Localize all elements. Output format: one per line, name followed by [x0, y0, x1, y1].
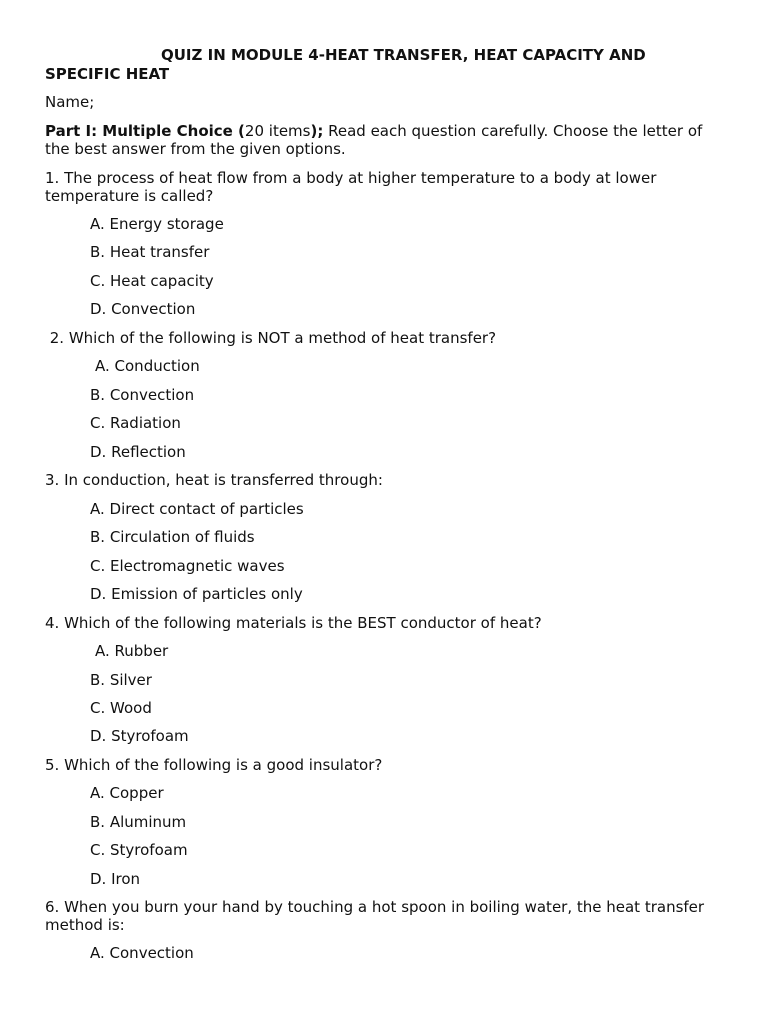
question-4-option-c: C. Wood: [90, 699, 152, 717]
question-5-option-a: A. Copper: [90, 784, 164, 802]
instructions-text: Read each question carefully. Choose the letter of: [323, 122, 703, 140]
question-3-option-b: B. Circulation of fluids: [90, 528, 255, 546]
quiz-title-line-2: SPECIFIC HEAT: [45, 65, 170, 83]
question-6-text-continued: method is:: [45, 916, 125, 934]
part-one-heading: Part I: Multiple Choice (: [45, 122, 245, 140]
question-1-text: 1. The process of heat flow from a body at higher temperature to a body at lower: [45, 169, 657, 187]
question-5-option-b: B. Aluminum: [90, 813, 187, 831]
question-6-text: 6. When you burn your hand by touching a hot spoon in boiling water, the heat transfer: [45, 898, 705, 916]
question-5-option-c: C. Styrofoam: [90, 841, 188, 859]
part-one-heading-close: );: [310, 122, 324, 140]
question-1-text-continued: temperature is called?: [45, 187, 214, 205]
question-1-option-c: C. Heat capacity: [90, 272, 214, 290]
question-3-option-c: C. Electromagnetic waves: [90, 557, 285, 575]
instructions-text-continued: the best answer from the given options.: [45, 140, 346, 158]
part-one-instructions: [45, 122, 702, 140]
question-4-option-d: D. Styrofoam: [90, 727, 189, 745]
question-3-option-d: D. Emission of particles only: [90, 585, 303, 603]
question-1-option-d: D. Convection: [90, 300, 196, 318]
quiz-title-line-1: QUIZ IN MODULE 4-HEAT TRANSFER, HEAT CAPACITY AND: [161, 46, 646, 64]
question-5-option-d: D. Iron: [90, 870, 141, 888]
question-3-text: 3. In conduction, heat is transferred through:: [45, 471, 383, 489]
part-one-item-count: 20 items: [244, 122, 311, 140]
question-4-option-b: B. Silver: [90, 671, 152, 689]
name-label: Name;: [45, 93, 95, 111]
question-3-option-a: A. Direct contact of particles: [90, 500, 304, 518]
question-4-option-a: A. Rubber: [95, 642, 169, 660]
question-2-text: 2. Which of the following is NOT a method of heat transfer?: [45, 329, 497, 347]
question-5-text: 5. Which of the following is a good insulator?: [45, 756, 383, 774]
question-2-option-c: C. Radiation: [90, 414, 181, 432]
question-2-option-b: B. Convection: [90, 386, 195, 404]
question-4-text: 4. Which of the following materials is the BEST conductor of heat?: [45, 614, 542, 632]
question-2-option-a: A. Conduction: [95, 357, 200, 375]
question-6-option-a: A. Convection: [90, 944, 194, 962]
question-1-option-a: A. Energy storage: [90, 215, 224, 233]
question-2-option-d: D. Reflection: [90, 443, 186, 461]
question-1-option-b: B. Heat transfer: [90, 243, 210, 261]
